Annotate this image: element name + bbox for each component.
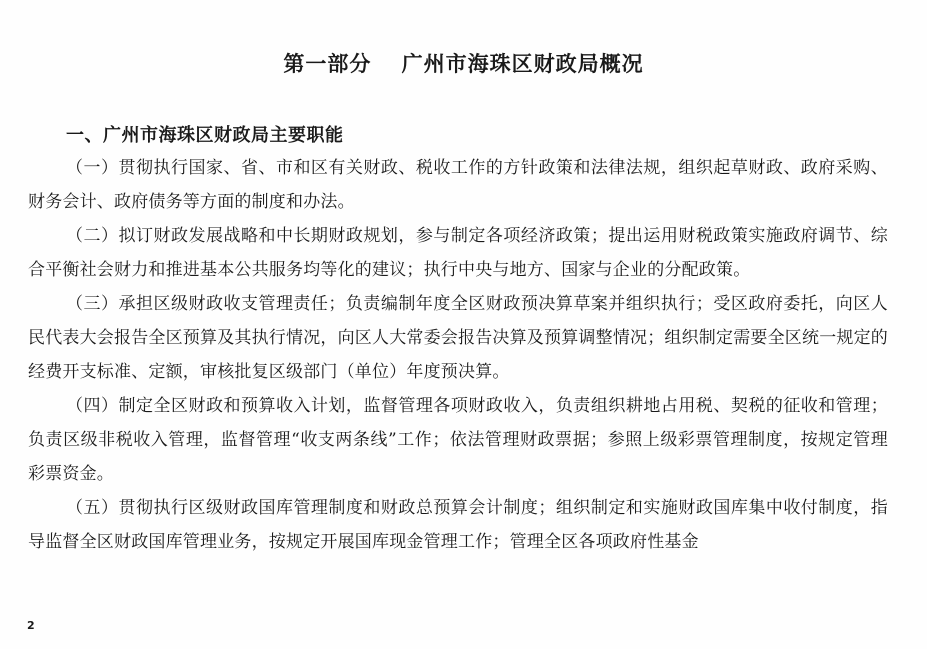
paragraph-5: （五）贯彻执行区级财政国库管理制度和财政总预算会计制度；组织制定和实施财政国库集中收付制度，指导监督全区财政国库管理业务，按规定开展国库现金管理工作；管理全区各项政府性基金	[28, 498, 888, 552]
page-number: 2	[27, 619, 35, 632]
section-heading: 一、广州市海珠区财政局主要职能	[66, 125, 344, 146]
paragraph-1: （一）贯彻执行国家、省、市和区有关财政、税收工作的方针政策和法律法规，组织起草财政、政府采购、财务会计、政府债务等方面的制度和办法。	[28, 158, 888, 212]
page-title: 第一部分 广州市海珠区财政局概况	[283, 52, 644, 76]
paragraph-3: （三）承担区级财政收支管理责任；负责编制年度全区财政预决算草案并组织执行；受区政府委托，向区人民代表大会报告全区预算及其执行情况，向区人大常委会报告决算及预算调整情况；组织制定需要全区统一规定的经费开支标准、定额，审核批复区级部门（单位）年度预决算。	[28, 294, 888, 382]
body-text	[28, 151, 888, 559]
paragraph-2: （二）拟订财政发展战略和中长期财政规划，参与制定各项经济政策；提出运用财税政策实施政府调节、综合平衡社会财力和推进基本公共服务均等化的建议；执行中央与地方、国家与企业的分配政策。	[28, 226, 888, 280]
paragraph-4: （四）制定全区财政和预算收入计划，监督管理各项财政收入，负责组织耕地占用税、契税的征收和管理；负责区级非税收入管理，监督管理“收支两条线”工作；依法管理财政票据；参照上级彩票管理制度，按规定管理彩票资金。	[28, 396, 888, 484]
